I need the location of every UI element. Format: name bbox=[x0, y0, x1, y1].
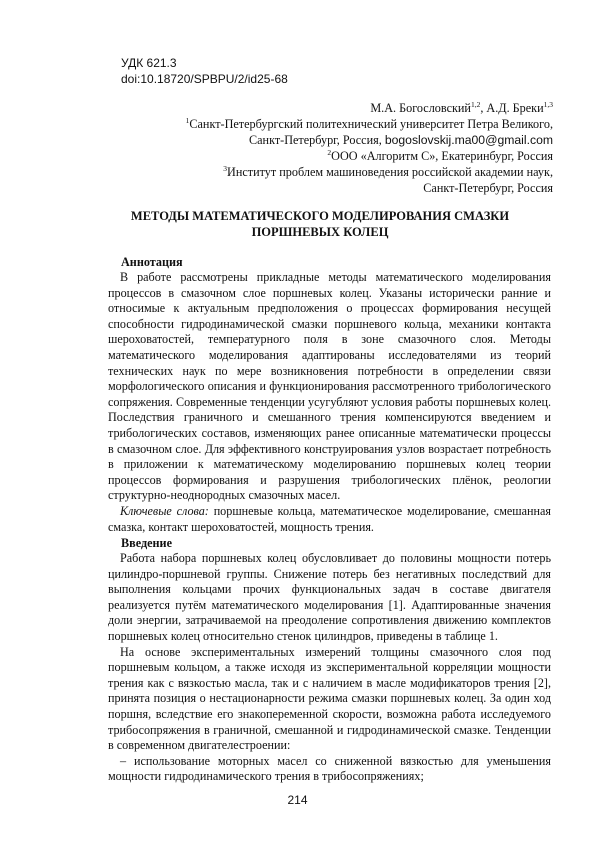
affiliation-3-line-1 bbox=[113, 165, 553, 181]
intro-heading: Введение bbox=[121, 536, 172, 550]
keywords-list: поршневые кольца, математическое моделирование, смешанная смазка, контакт шероховатостей, мощность трения. bbox=[108, 503, 551, 534]
paper-title-line-1: МЕТОДЫ МАТЕМАТИЧЕСКОГО МОДЕЛИРОВАНИЯ СМАЗКИ bbox=[130, 209, 510, 223]
affiliation-3-line-2: Санкт-Петербург, Россия bbox=[423, 181, 553, 195]
authors-line bbox=[113, 101, 553, 117]
author-1: М.А. Богословский bbox=[370, 101, 471, 115]
keywords bbox=[108, 504, 551, 535]
affiliation-1-line-2 bbox=[113, 133, 553, 149]
intro-paragraph-1: Работа набора поршневых колец обусловливает до половины мощности потерь цилиндро-поршневой группы. Снижение потерь без негативных последствий для выполнения кольцами прочих функциональных задач в составе двигателя реализуется путём математического моделирования [1]. Адаптированные значения доли энергии, затрачиваемой на преодоление сопротивления движению комплектов поршневых колец относительно стенок цилиндров, приведены в таблице 1. bbox=[108, 551, 551, 643]
affiliation-2-mark: 2 bbox=[327, 148, 332, 157]
udc-code: УДК 621.3 bbox=[121, 56, 177, 70]
author-2: , А.Д. Бреки bbox=[480, 101, 544, 115]
affiliation-1-mark: 1 bbox=[185, 116, 190, 125]
page-number: 214 bbox=[287, 793, 308, 807]
intro-body bbox=[108, 551, 551, 785]
affiliation-1-line-1 bbox=[113, 117, 553, 133]
author-1-affiliation-marks: 1,2 bbox=[470, 100, 481, 109]
affiliation-2 bbox=[113, 149, 553, 165]
keywords-label: Ключевые слова: bbox=[120, 503, 209, 518]
affiliation-2-text: ООО «Алгоритм С», Екатеринбург, Россия bbox=[331, 149, 553, 163]
author-email[interactable]: bogoslovskij.ma00@gmail.com bbox=[384, 133, 553, 147]
affiliation-1-city: Санкт-Петербург, Россия, bbox=[249, 133, 385, 147]
paper-title bbox=[120, 209, 520, 240]
affiliation-1-text: Санкт-Петербургский политехнический университет Петра Великого, bbox=[189, 117, 553, 131]
paper-title-line-2: ПОРШНЕВЫХ КОЛЕЦ bbox=[251, 224, 389, 239]
intro-paragraph-2: На основе экспериментальных измерений толщины смазочного слоя под поршневым кольцом, а также исходя из экспериментальной корреляции мощности трения как с вязкостью масла, так и с наличием в масле модификаторов трения [2], принята позиция о нестационарности режима смазки поршневых колец. За один ход поршня, вследствие его знакопеременной скорости, возможна работа исследуемого трибосопряжения в граничной, смешанной и гидродинамической смазке. Тенденции в современном двигателестроении: bbox=[108, 644, 551, 753]
author-2-affiliation-marks: 1,3 bbox=[543, 100, 553, 109]
affiliation-3-text: Институт проблем машиноведения российской академии наук, bbox=[227, 165, 553, 179]
intro-paragraph-3: – использование моторных масел со сниженной вязкостью для уменьшения мощности гидродинамического трения в трибосопряжениях; bbox=[108, 753, 551, 784]
affiliation-3-mark: 3 bbox=[223, 164, 228, 173]
abstract-heading: Аннотация bbox=[121, 255, 183, 269]
abstract-text: В работе рассмотрены прикладные методы математического моделирования процессов в смазочном слое поршневых колец. Указаны исторически ранние и относимые к актуальным предположения о процессах формирования несущей способности гидродинамической смазки поршневого кольца, механики контакта шероховатостей, температурного поля в зоне смазочного слоя. Методы математического моделирования адаптированы исследователями из теорий технических наук по мере возникновения потребности в определении связи морфологического описания и функционирования рассмотренного трибологического сопряжения. Современные тенденции усугубляют условия работы поршневых колец. Последствия граничного и смешанного трения компенсируются введением и трибологических составов, изменяющих ранее описанные математически процессы в смазочном слое. Для эффективного конструирования узлов возрастает потребность в приложении к математическому моделированию поршневых колец теории процессов формирования и разрушения трибологических плёнок, реологии структурно-неоднородных смазочных масел. bbox=[108, 270, 551, 503]
doi: doi:10.18720/SPBPU/2/id25-68 bbox=[121, 72, 288, 86]
abstract-body bbox=[108, 270, 551, 535]
